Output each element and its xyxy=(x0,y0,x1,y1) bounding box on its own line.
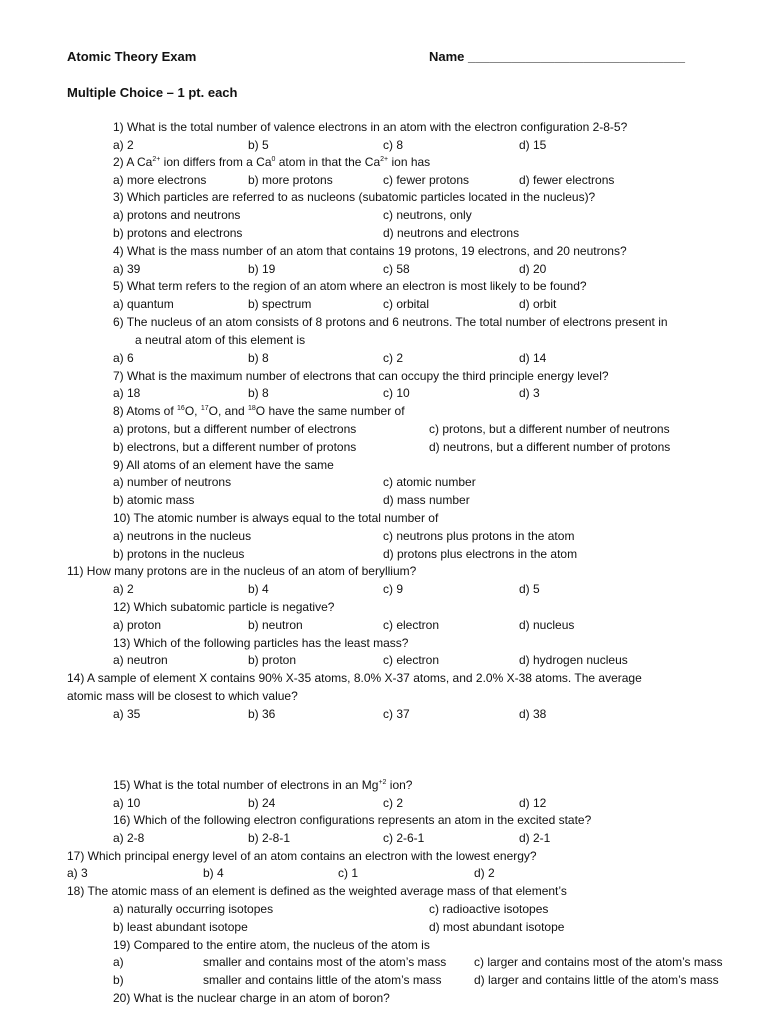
question-text: 10) The atomic number is always equal to the total number of xyxy=(113,511,439,525)
choice-b[interactable]: b) 24 xyxy=(248,796,276,810)
choice-c[interactable]: c) atomic number xyxy=(383,475,476,489)
name-field-label[interactable]: Name ______________________________ xyxy=(429,49,685,64)
choice-c[interactable]: c) radioactive isotopes xyxy=(429,902,549,916)
question-text: 5) What term refers to the region of an atom where an electron is most likely to be found? xyxy=(113,279,587,293)
choice-b[interactable]: b) protons in the nucleus xyxy=(113,547,245,561)
question-text-continued: atomic mass will be closest to which value? xyxy=(67,689,298,703)
choice-d[interactable]: d) hydrogen nucleus xyxy=(519,653,628,667)
choice-a[interactable]: a) protons and neutrons xyxy=(113,208,241,222)
choice-c[interactable]: c) neutrons plus protons in the atom xyxy=(383,529,575,543)
choice-d[interactable]: d) 15 xyxy=(519,138,547,152)
question-text: 19) Compared to the entire atom, the nucleus of the atom is xyxy=(113,938,430,952)
question-text: 14) A sample of element X contains 90% X-35 atoms, 8.0% X-37 atoms, and 2.0% X-38 atoms. The average xyxy=(67,671,642,685)
question-text: 8) Atoms of $^{16}$O, $^{17}$O, and $^{18}$O have the same number of xyxy=(113,404,405,418)
choice-c[interactable]: c) 1 xyxy=(338,866,359,880)
choice-d[interactable]: d) 5 xyxy=(519,582,540,596)
question-text: 12) Which subatomic particle is negative? xyxy=(113,600,335,614)
choice-d[interactable]: d) orbit xyxy=(519,297,557,311)
choice-c[interactable]: c) orbital xyxy=(383,297,430,311)
choice-b[interactable]: b) 4 xyxy=(248,582,269,596)
choice-a[interactable]: a) protons, but a different number of electrons xyxy=(113,422,357,436)
choice-b[interactable]: b) more protons xyxy=(248,173,333,187)
choice-c[interactable]: c) 37 xyxy=(383,707,410,721)
question-text: 18) The atomic mass of an element is defined as the weighted average mass of that element’s xyxy=(67,884,567,898)
question-text: 9) All atoms of an element have the same xyxy=(113,458,334,472)
choice-c[interactable]: c) 58 xyxy=(383,262,410,276)
choice-a[interactable]: a) 35 xyxy=(113,707,141,721)
choice-b[interactable]: b) spectrum xyxy=(248,297,312,311)
question-text: 6) The nucleus of an atom consists of 8 protons and 6 neutrons. The total number of electrons present in xyxy=(113,315,668,329)
choice-b[interactable]: b) 8 xyxy=(248,351,269,365)
question-text: 13) Which of the following particles has the least mass? xyxy=(113,636,409,650)
question-text-continued: a neutral atom of this element is xyxy=(135,333,306,347)
choice-b[interactable]: smaller and contains little of the atom’s mass xyxy=(203,973,442,987)
choice-a[interactable]: a) neutrons in the nucleus xyxy=(113,529,252,543)
choice-c[interactable]: c) neutrons, only xyxy=(383,208,472,222)
choice-b[interactable]: b) atomic mass xyxy=(113,493,195,507)
choice-a[interactable]: a) 3 xyxy=(67,866,88,880)
choice-b[interactable]: b) proton xyxy=(248,653,297,667)
choice-d[interactable]: d) fewer electrons xyxy=(519,173,615,187)
question-text: 4) What is the mass number of an atom that contains 19 protons, 19 electrons, and 20 neutrons? xyxy=(113,244,627,258)
choice-d[interactable]: d) 20 xyxy=(519,262,547,276)
question-text: 1) What is the total number of valence electrons in an atom with the electron configuration 2-8-5? xyxy=(113,120,628,134)
choice-b[interactable]: b) 19 xyxy=(248,262,276,276)
question-text: 15) What is the total number of electrons in an $Mg^{+2}$ ion? xyxy=(113,778,413,792)
question-text: 11) How many protons are in the nucleus of an atom of beryllium? xyxy=(67,564,417,578)
section-heading: Multiple Choice – 1 pt. each xyxy=(67,85,238,100)
choice-d[interactable]: d) 3 xyxy=(519,386,540,400)
choice-d[interactable]: d) most abundant isotope xyxy=(429,920,565,934)
choice-a[interactable]: a) proton xyxy=(113,618,162,632)
choice-a-label[interactable]: a) xyxy=(113,955,124,969)
question-text: 16) Which of the following electron configurations represents an atom in the excited state? xyxy=(113,813,592,827)
exam-title: Atomic Theory Exam xyxy=(67,49,197,64)
choice-c[interactable]: c) 9 xyxy=(383,582,404,596)
question-text: 17) Which principal energy level of an atom contains an electron with the lowest energy? xyxy=(67,849,537,863)
choice-b[interactable]: b) 2-8-1 xyxy=(248,831,291,845)
choice-d[interactable]: d) 38 xyxy=(519,707,547,721)
choice-c[interactable]: c) larger and contains most of the atom’s mass xyxy=(474,955,723,969)
choice-c[interactable]: c) 2-6-1 xyxy=(383,831,425,845)
choice-d[interactable]: d) 2-1 xyxy=(519,831,551,845)
choice-d[interactable]: d) neutrons and electrons xyxy=(383,226,520,240)
choice-a[interactable]: a) 2 xyxy=(113,138,134,152)
choice-b[interactable]: b) 5 xyxy=(248,138,269,152)
question-text: 2) A $Ca^{2+}$ ion differs from a Ca$^0$ atom in that the $Ca^{2+}$ ion has xyxy=(113,155,431,169)
choice-a[interactable]: a) neutron xyxy=(113,653,168,667)
choice-b[interactable]: b) 36 xyxy=(248,707,276,721)
choice-b-label[interactable]: b) xyxy=(113,973,124,987)
choice-a[interactable]: a) 2 xyxy=(113,582,134,596)
choice-d[interactable]: d) neutrons, but a different number of protons xyxy=(429,440,671,454)
choice-a[interactable]: a) 39 xyxy=(113,262,141,276)
question-text: 3) Which particles are referred to as nucleons (subatomic particles located in the nucleus)? xyxy=(113,190,596,204)
choice-a[interactable]: a) number of neutrons xyxy=(113,475,232,489)
choice-c[interactable]: c) 10 xyxy=(383,386,410,400)
choice-b[interactable]: b) least abundant isotope xyxy=(113,920,248,934)
choice-c[interactable]: c) electron xyxy=(383,618,440,632)
choice-c[interactable]: c) fewer protons xyxy=(383,173,470,187)
question-text: 7) What is the maximum number of electrons that can occupy the third principle energy level? xyxy=(113,369,609,383)
choice-d[interactable]: d) 14 xyxy=(519,351,547,365)
choice-c[interactable]: c) 8 xyxy=(383,138,404,152)
choice-d[interactable]: d) mass number xyxy=(383,493,470,507)
choice-b[interactable]: b) protons and electrons xyxy=(113,226,243,240)
choice-c[interactable]: c) electron xyxy=(383,653,440,667)
choice-c[interactable]: c) 2 xyxy=(383,351,404,365)
choice-b[interactable]: b) neutron xyxy=(248,618,303,632)
choice-a[interactable]: a) 10 xyxy=(113,796,141,810)
choice-a[interactable]: a) naturally occurring isotopes xyxy=(113,902,274,916)
question-text: 20) What is the nuclear charge in an atom of boron? xyxy=(113,991,390,1005)
choice-d[interactable]: d) 2 xyxy=(474,866,495,880)
choice-b[interactable]: b) 4 xyxy=(203,866,224,880)
choice-a[interactable]: a) quantum xyxy=(113,297,174,311)
choice-b[interactable]: b) 8 xyxy=(248,386,269,400)
choice-a[interactable]: a) 2-8 xyxy=(113,831,145,845)
choice-a[interactable]: a) more electrons xyxy=(113,173,207,187)
choice-d[interactable]: d) protons plus electrons in the atom xyxy=(383,547,578,561)
choice-b[interactable]: b) electrons, but a different number of protons xyxy=(113,440,357,454)
choice-a[interactable]: a) 6 xyxy=(113,351,134,365)
choice-a[interactable]: a) 18 xyxy=(113,386,141,400)
choice-c[interactable]: c) 2 xyxy=(383,796,404,810)
choice-d[interactable]: d) 12 xyxy=(519,796,547,810)
choice-a[interactable]: smaller and contains most of the atom’s mass xyxy=(203,955,447,969)
choice-d[interactable]: d) larger and contains little of the atom’s mass xyxy=(474,973,719,987)
choice-d[interactable]: d) nucleus xyxy=(519,618,575,632)
choice-c[interactable]: c) protons, but a different number of neutrons xyxy=(429,422,670,436)
